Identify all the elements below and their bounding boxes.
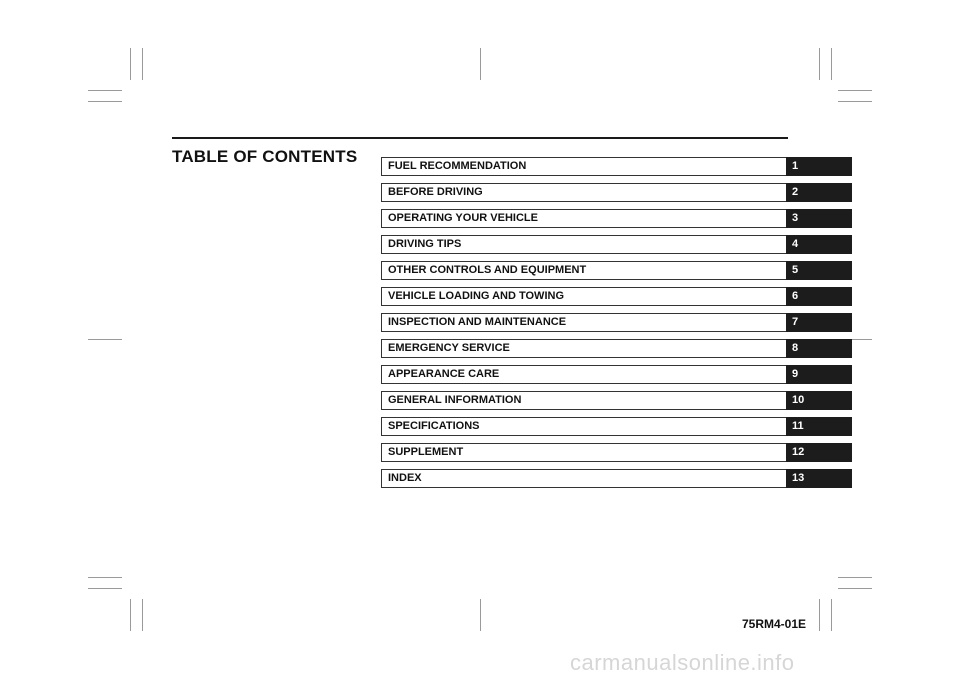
crop-mark [831, 599, 832, 631]
crop-mark [88, 339, 122, 340]
crop-mark [819, 48, 820, 80]
toc-item-number: 7 [786, 313, 852, 332]
crop-mark [819, 599, 820, 631]
crop-mark [480, 48, 481, 80]
crop-mark [838, 101, 872, 102]
toc-item-label: INSPECTION AND MAINTENANCE [381, 313, 786, 332]
toc-item-label: DRIVING TIPS [381, 235, 786, 254]
doc-code: 75RM4-01E [742, 617, 807, 631]
toc-item[interactable] [381, 339, 852, 358]
toc-item-label: VEHICLE LOADING AND TOWING [381, 287, 786, 306]
toc-item[interactable] [381, 157, 852, 176]
crop-mark [88, 588, 122, 589]
watermark: carmanualsonline.info [570, 650, 795, 675]
toc-item[interactable] [381, 261, 852, 280]
crop-mark [88, 90, 122, 91]
toc-item[interactable] [381, 313, 852, 332]
toc-item-number: 9 [786, 365, 852, 384]
toc-item[interactable] [381, 443, 852, 462]
toc-item[interactable] [381, 287, 852, 306]
toc-item-label: BEFORE DRIVING [381, 183, 786, 202]
toc-item-number: 5 [786, 261, 852, 280]
page-title: TABLE OF CONTENTS [172, 147, 358, 166]
crop-mark [88, 577, 122, 578]
toc-list [381, 157, 852, 495]
crop-mark [142, 48, 143, 80]
toc-item-label: EMERGENCY SERVICE [381, 339, 786, 358]
toc-item[interactable] [381, 235, 852, 254]
toc-item-label: APPEARANCE CARE [381, 365, 786, 384]
toc-item-number: 10 [786, 391, 852, 410]
toc-item-label: SUPPLEMENT [381, 443, 786, 462]
toc-item[interactable] [381, 391, 852, 410]
crop-mark [142, 599, 143, 631]
crop-mark [838, 588, 872, 589]
toc-item-label: SPECIFICATIONS [381, 417, 786, 436]
toc-item-number: 4 [786, 235, 852, 254]
toc-item[interactable] [381, 469, 852, 488]
toc-item[interactable] [381, 209, 852, 228]
toc-item-number: 6 [786, 287, 852, 306]
crop-mark [838, 577, 872, 578]
toc-item[interactable] [381, 183, 852, 202]
toc-item[interactable] [381, 417, 852, 436]
crop-mark [88, 101, 122, 102]
toc-item-label: OTHER CONTROLS AND EQUIPMENT [381, 261, 786, 280]
header-rule [172, 137, 788, 139]
toc-item-number: 2 [786, 183, 852, 202]
toc-item-label: OPERATING YOUR VEHICLE [381, 209, 786, 228]
toc-item[interactable] [381, 365, 852, 384]
crop-mark [838, 90, 872, 91]
crop-mark [130, 599, 131, 631]
toc-item-number: 8 [786, 339, 852, 358]
toc-item-number: 12 [786, 443, 852, 462]
toc-item-label: FUEL RECOMMENDATION [381, 157, 786, 176]
crop-mark [480, 599, 481, 631]
toc-item-number: 11 [786, 417, 852, 436]
toc-item-number: 1 [786, 157, 852, 176]
toc-item-number: 13 [786, 469, 852, 488]
toc-item-number: 3 [786, 209, 852, 228]
toc-item-label: GENERAL INFORMATION [381, 391, 786, 410]
crop-mark [130, 48, 131, 80]
toc-item-label: INDEX [381, 469, 786, 488]
crop-mark [831, 48, 832, 80]
